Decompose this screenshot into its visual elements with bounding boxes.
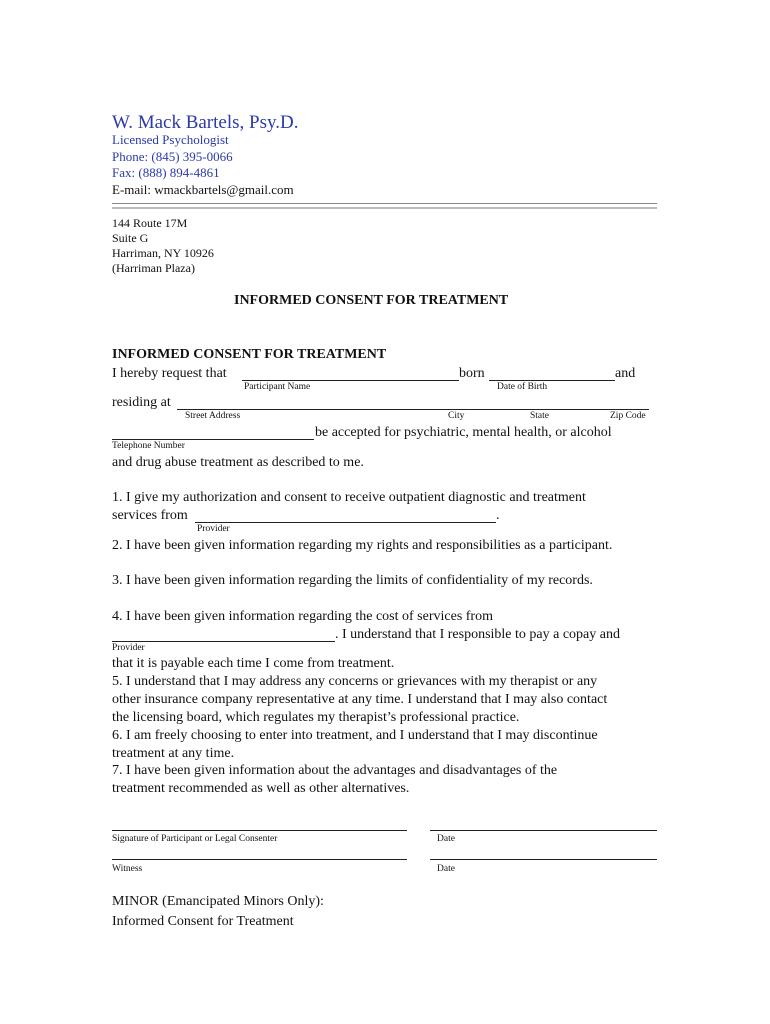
- minor-subheading: Informed Consent for Treatment: [112, 914, 294, 929]
- item-7-line-1: 7. I have been given information about the advantages and disadvantages of the: [112, 763, 558, 778]
- address-line-1: 144 Route 17M: [112, 216, 188, 230]
- minor-heading: MINOR (Emancipated Minors Only):: [112, 894, 324, 909]
- treatment-description-text: and drug abuse treatment as described to me.: [112, 455, 364, 470]
- section-title: INFORMED CONSENT FOR TREATMENT: [112, 347, 387, 362]
- city-label: City: [448, 411, 465, 421]
- witness-date-line[interactable]: [430, 859, 657, 860]
- street-address-label: Street Address: [185, 411, 241, 421]
- address-line-4: (Harriman Plaza): [112, 261, 195, 275]
- fax-number: Fax: (888) 894-4861: [112, 165, 220, 180]
- email-address: E-mail: wmackbartels@gmail.com: [112, 182, 294, 197]
- item-1-line-2: services from: [112, 508, 188, 523]
- header-divider: [112, 203, 657, 209]
- and-text: and: [615, 366, 636, 381]
- residing-text: residing at: [112, 395, 171, 410]
- provider-field-2[interactable]: [112, 641, 335, 642]
- signature-line[interactable]: [112, 830, 407, 831]
- item-1-period: .: [496, 508, 500, 523]
- item-6-line-1: 6. I am freely choosing to enter into treatment, and I understand that I may discontinue: [112, 728, 598, 743]
- professional-title: Licensed Psychologist: [112, 132, 229, 147]
- witness-line[interactable]: [112, 859, 407, 860]
- item-4-line-3: that it is payable each time I come from treatment.: [112, 656, 395, 671]
- date-of-birth-field[interactable]: [489, 380, 615, 381]
- psychologist-name: W. Mack Bartels, Psy.D.: [112, 112, 299, 133]
- signature-date-line[interactable]: [430, 830, 657, 831]
- item-4-line-1: 4. I have been given information regarding the cost of services from: [112, 609, 493, 624]
- request-text: I hereby request that: [112, 366, 227, 381]
- item-7-line-2: treatment recommended as well as other alternatives.: [112, 781, 410, 796]
- date-of-birth-label: Date of Birth: [497, 382, 548, 392]
- born-text: born: [459, 366, 485, 381]
- item-5-line-2: other insurance company representative at any time. I understand that I may also contact: [112, 692, 608, 707]
- accepted-text: be accepted for psychiatric, mental health, or alcohol: [315, 425, 612, 440]
- witness-label: Witness: [112, 864, 143, 874]
- item-2: 2. I have been given information regarding my rights and responsibilities as a participant.: [112, 538, 613, 553]
- telephone-label: Telephone Number: [112, 441, 185, 451]
- item-4-line-2: . I understand that I responsible to pay a copay and: [335, 627, 620, 642]
- signature-date-label: Date: [437, 834, 455, 844]
- address-line-3: Harriman, NY 10926: [112, 246, 214, 260]
- provider-field-1[interactable]: [195, 522, 496, 523]
- item-1-line-1: 1. I give my authorization and consent to receive outpatient diagnostic and treatment: [112, 490, 586, 505]
- item-3: 3. I have been given information regarding the limits of confidentiality of my records.: [112, 573, 593, 588]
- provider-label-2: Provider: [112, 643, 145, 653]
- participant-name-field[interactable]: [242, 380, 459, 381]
- participant-name-label: Participant Name: [244, 382, 311, 392]
- address-field[interactable]: [177, 409, 649, 410]
- item-5-line-3: the licensing board, which regulates my therapist’s professional practice.: [112, 710, 520, 725]
- document-title: INFORMED CONSENT FOR TREATMENT: [234, 293, 509, 308]
- phone-number: Phone: (845) 395-0066: [112, 149, 233, 164]
- witness-date-label: Date: [437, 864, 455, 874]
- address-line-2: Suite G: [112, 231, 149, 245]
- provider-label-1: Provider: [197, 524, 230, 534]
- item-6-line-2: treatment at any time.: [112, 746, 235, 761]
- state-label: State: [530, 411, 549, 421]
- item-5-line-1: 5. I understand that I may address any concerns or grievances with my therapist or any: [112, 674, 598, 689]
- telephone-field[interactable]: [112, 439, 314, 440]
- signature-label: Signature of Participant or Legal Consenter: [112, 834, 278, 844]
- zip-code-label: Zip Code: [610, 411, 646, 421]
